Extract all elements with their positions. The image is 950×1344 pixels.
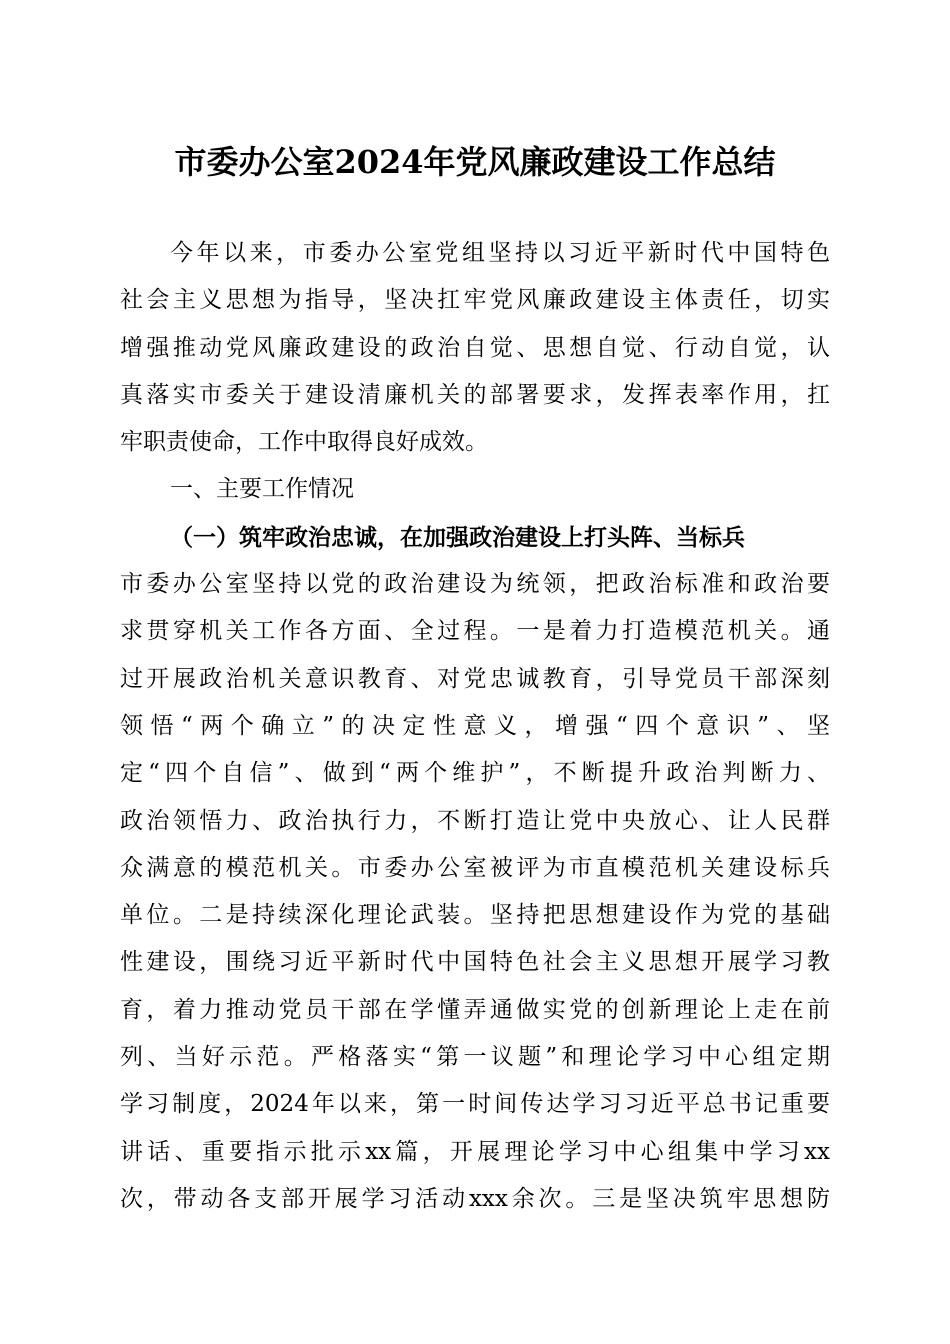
paragraph-line: 今年以来，市委办公室党组坚持以习近平新时代中国特色 [170,240,830,266]
subsection-heading: （一）筑牢政治忠诚，在加强政治建设上打头阵、当标兵 [170,523,745,551]
section-heading: 一、主要工作情况 [170,476,354,503]
document-body [120,230,830,1223]
paragraph-line: 牢职责使命，工作中取得良好成效。 [120,429,488,456]
paragraph-line: 学习制度，2024年以来，第一时间传达学习习近平总书记重要 [120,1091,830,1118]
paragraph-line: 定“四个自信”、做到“两个维护”，不断提升政治判断力、 [120,760,830,787]
paragraph-line: 讲话、重要指示批示xx篇，开展理论学习中心组集中学习xx [120,1138,830,1165]
paragraph-line: 领悟“两个确立”的决定性意义，增强“四个意识”、坚 [120,712,830,739]
paragraph-line: 性建设，围绕习近平新时代中国特色社会主义思想开展学习教 [120,949,830,976]
paragraph-line: 政治领悟力、政治执行力，不断打造让党中央放心、让人民群 [120,807,830,834]
paragraph-line: 育，着力推动党员干部在学懂弄通做实党的创新理论上走在前 [120,996,830,1023]
paragraph-line: 真落实市委关于建设清廉机关的部署要求，发挥表率作用，扛 [120,381,830,408]
paragraph-line: 增强推动党风廉政建设的政治自觉、思想自觉、行动自觉，认 [120,334,830,361]
paragraph-line: 单位。二是持续深化理论武装。坚持把思想建设作为党的基础 [120,902,830,929]
paragraph-line: 次，带动各支部开展学习活动xxx余次。三是坚决筑牢思想防 [120,1185,830,1212]
paragraph-line: 过开展政治机关意识教育、对党忠诚教育，引导党员干部深刻 [120,665,830,692]
paragraph-line: 列、当好示范。严格落实“第一议题”和理论学习中心组定期 [120,1044,830,1071]
paragraph-line: 市委办公室坚持以党的政治建设为统领，把政治标准和政治要 [120,571,830,598]
paragraph-line: 众满意的模范机关。市委办公室被评为市直模范机关建设标兵 [120,854,830,881]
paragraph-line: 社会主义思想为指导，坚决扛牢党风廉政建设主体责任，切实 [120,287,830,314]
paragraph-line: 求贯穿机关工作各方面、全过程。一是着力打造模范机关。通 [120,618,830,645]
document-title: 市委办公室2024年党风廉政建设工作总结 [174,143,776,181]
